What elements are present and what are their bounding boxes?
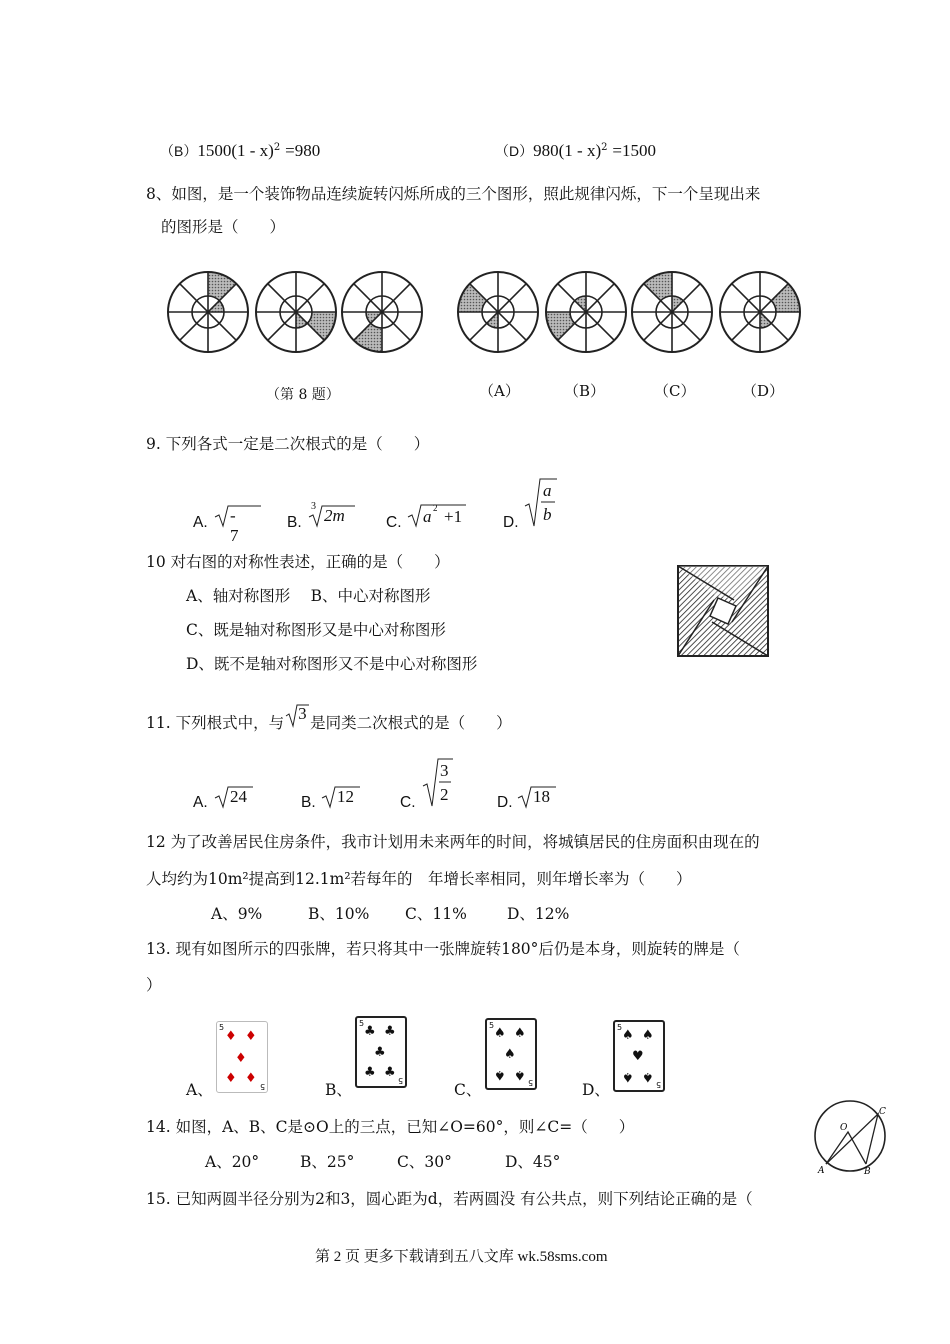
q15-stem: 15. 已知两圆半径分别为2和3，圆心距为d，若两圆没 有公共点，则下列结论正确的是（: [146, 1190, 753, 1208]
q8-wheel-d: [720, 272, 800, 352]
page-footer: 第 2 页 更多下载请到五八文库 wk.58sms.com: [315, 1249, 608, 1265]
q11-option-c-label: C.: [400, 794, 416, 811]
q13-option-a-label: A、: [186, 1081, 213, 1099]
q8-wheel-1: [168, 272, 248, 352]
q13-card-c: 5 ♠ ♠ ♠ ♠ ♠ 5: [485, 1018, 537, 1090]
q11-option-b-label: B.: [301, 794, 316, 811]
radical-sign-icon: [421, 756, 455, 808]
q14-stem: 14. 如图，A、B、C是⊙O上的三点，已知∠O=60°，则∠C=（ ）: [146, 1118, 635, 1136]
q8-option-a: （A）: [479, 382, 520, 400]
q13-card-d: 5 ♠ ♠ ♥ ♠ ♠ 5: [613, 1020, 665, 1092]
q8-wheel-c: [632, 272, 712, 352]
q8-wheel-b: [546, 272, 626, 352]
exam-page: （B）1500(1 - x)$^2$ =980 （D）980(1 - x)$^2$ =1500 8、如图，是一个装饰物品连续旋转闪烁所成的三个图形，照此规律闪烁，下一个呈现出来 的图形是（ ） （第 8 题） （A） （B） （C） （D） 9. 下列各式一定是二次根式的是（ ） A. - 7 B. 3 2m C. a 2 +1 D. a b 10 对右图的对称性表述，正确的是（ ） A、轴对称图形 B、中心对称图形 C、既是轴对称图形又是中心对称图形 D、既不是轴对称图形又不是中心对称图形 11. 下列根式中，与 3 是同类二次根式的是（ ） A. 24 B. 12 C. 3 2 D. 18 12 为了改善居民住房条件，我市计划用未来两年的时间，将城镇居民的住房面积由现在的 人均约为10m²提高到12.1m²若每年的 年增长率相同，则年增长率为（ ） A、9% B、10% C、11% D、12% 13. 现有如图所示的四张牌，若只将其中一张牌旋转180°后仍是本身，则旋转的牌是（ ） A、 5 ♦ ♦ ♦ ♦ ♦ 5 B、 5 ♣ ♣ ♣ ♣ ♣ 5 C、 5 ♠ ♠ ♠ ♠ ♠ 5 D、 5 ♠ ♠ ♥ ♠ ♠ 5 14. 如图，A、B、C是⊙O上的三点，已知∠O=60°，则∠C=（ ） A、20° B、25° C、30° D、45° O A B C 15. 已知两圆半径分别为2和3，圆心距为d，若两圆没 有公共点，则下列结论正确的是（ 第 2 页 更多下载请到五八文库 wk.58sms.com: [0, 0, 950, 1344]
q9-option-a-label: A.: [193, 514, 208, 531]
q13-stem-line2: ）: [146, 976, 162, 994]
q8-caption: （第 8 题）: [266, 387, 340, 403]
q13-card-a: 5 ♦ ♦ ♦ ♦ ♦ 5: [216, 1021, 268, 1093]
q12-option-a: A、9%: [211, 905, 263, 923]
q14-option-d: D、45°: [505, 1153, 561, 1171]
q9-option-d-label: D.: [503, 514, 519, 531]
q11-stem-radical: 3: [284, 710, 310, 730]
q14-circle-figure: [808, 1098, 892, 1178]
q11-stem: 11. 下列根式中，与 3 是同类二次根式的是（ ）: [146, 704, 512, 732]
point-o-label: O: [840, 1123, 848, 1133]
q14-option-a: A、20°: [205, 1153, 260, 1171]
q8-option-b: （B）: [564, 382, 606, 400]
q13-option-d-label: D、: [582, 1081, 610, 1099]
q13-option-b-label: B、: [325, 1081, 352, 1099]
q10-options-ab: A、轴对称图形 B、中心对称图形: [186, 587, 431, 605]
q13-card-b: 5 ♣ ♣ ♣ ♣ ♣ 5: [355, 1016, 407, 1088]
q12-option-c: C、11%: [405, 905, 467, 923]
q10-stem: 10 对右图的对称性表述，正确的是（ ）: [146, 553, 450, 571]
q8-wheel-2: [256, 272, 336, 352]
q12-stem-line1: 12 为了改善居民住房条件，我市计划用未来两年的时间，将城镇居民的住房面积由现在的: [146, 833, 760, 851]
q9-stem: 9. 下列各式一定是二次根式的是（ ）: [146, 435, 430, 453]
q10-option-c: C、既是轴对称图形又是中心对称图形: [186, 621, 446, 639]
q13-option-c-label: C、: [454, 1081, 482, 1099]
q10-option-d: D、既不是轴对称图形又不是中心对称图形: [186, 655, 478, 673]
q8-wheels: [168, 272, 800, 352]
q11-option-a-label: A.: [193, 794, 208, 811]
q9-option-c-label: C.: [386, 514, 402, 531]
q12-stem-line2: 人均约为10m²提高到12.1m²若每年的 年增长率相同，则年增长率为（ ）: [146, 870, 692, 888]
q14-option-b: B、25°: [300, 1153, 355, 1171]
point-a-label: A: [818, 1166, 825, 1176]
q8-stem-line2: 的图形是（ ）: [161, 218, 286, 236]
q8-stem-line1: 8、如图，是一个装饰物品连续旋转闪烁所成的三个图形，照此规律闪烁，下一个呈现出来: [146, 185, 761, 203]
point-c-label: C: [879, 1107, 886, 1117]
q8-wheel-a: [458, 272, 538, 352]
radical-sign-icon: [523, 476, 559, 528]
q10-figure: [676, 564, 770, 658]
prev-option-d: （D）980(1 - x)$^2$ =1500: [495, 141, 657, 161]
q14-option-c: C、30°: [397, 1153, 452, 1171]
q8-wheel-3: [342, 272, 422, 352]
q12-option-b: B、10%: [308, 905, 370, 923]
q13-stem-line1: 13. 现有如图所示的四张牌，若只将其中一张牌旋转180°后仍是本身，则旋转的牌是（: [146, 940, 740, 958]
q12-option-d: D、12%: [507, 905, 570, 923]
point-b-label: B: [864, 1167, 871, 1177]
q9-option-b-label: B.: [287, 514, 302, 531]
q8-option-d: （D）: [742, 382, 785, 400]
q8-option-c: （C）: [654, 382, 696, 400]
prev-option-b: （B）1500(1 - x)$^2$ =980: [160, 141, 321, 161]
q11-option-d-label: D.: [497, 794, 513, 811]
